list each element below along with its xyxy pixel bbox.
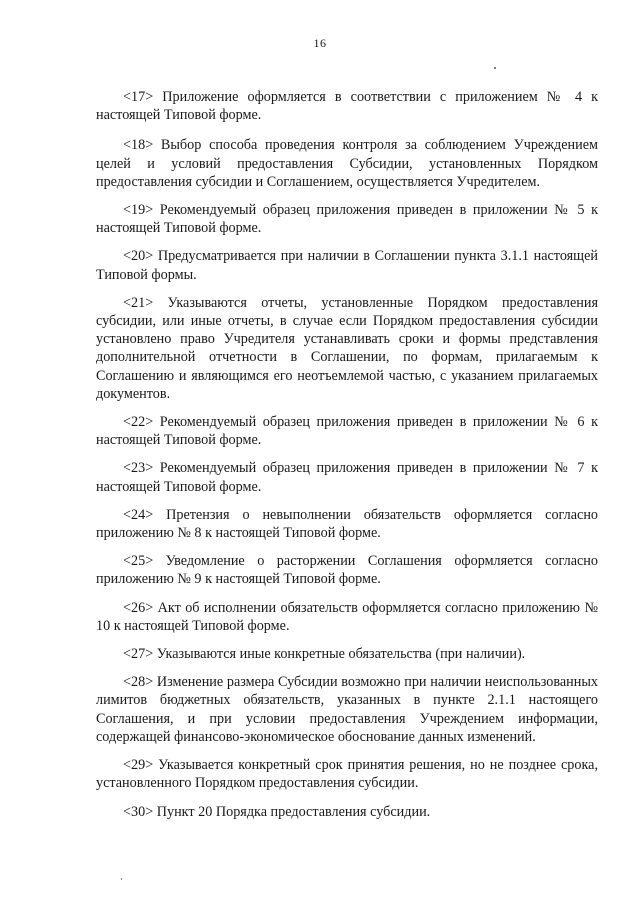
footnote-22: <22> Рекомендуемый образец приложения приведен в приложении № 6 к настоящей Типовой форме.: [96, 414, 598, 449]
footnote-20: <20> Предусматривается при наличии в Соглашении пункта 3.1.1 настоящей Типовой формы.: [96, 248, 598, 283]
footnote-25: <25> Уведомление о расторжении Соглашения оформляется согласно приложению № 9 к настоящей Типовой форме.: [96, 553, 598, 588]
footnote-30: <30> Пункт 20 Порядка предоставления субсидии.: [123, 803, 431, 820]
footnote-27: <27> Указываются иные конкретные обязательства (при наличии).: [123, 646, 526, 663]
footnote-19: <19> Рекомендуемый образец приложения приведен в приложении № 5 к настоящей Типовой форме.: [96, 202, 598, 237]
footnote-26: <26> Акт об исполнении обязательств оформляется согласно приложению № 10 к настоящей Типовой форме.: [96, 599, 598, 634]
footnote-17: <17> Приложение оформляется в соответствии с приложением № 4 к настоящей Типовой форме.: [96, 89, 598, 124]
footnote-24: <24> Претензия о невыполнении обязательств оформляется согласно приложению № 8 к настоящей Типовой форме.: [96, 506, 598, 542]
footnote-21: <21> Указываются отчеты, установленные Порядком предоставления субсидии, или иные отчеты, в случае если Порядком предоставления субсидии установлено право Учредителя устанавливать сроки и формы представления дополнительной отчетности в Соглашении, по формам, прилагаемым к Соглашению и являющимся его неотъемлемой частью, с указанием прилагаемых документов.: [96, 294, 598, 402]
footnote-18: <18> Выбор способа проведения контроля за соблюдением Учреждением целей и условий предоставления Субсидии, установленных Порядком предоставления субсидии и Соглашением, осуществляется Учредителем.: [96, 137, 598, 190]
footnote-23: <23> Рекомендуемый образец приложения приведен в приложении № 7 к настоящей Типовой форме.: [96, 460, 598, 495]
footnotes-list: [96, 88, 598, 831]
footnote-28: <28> Изменение размера Субсидии возможно при наличии неиспользованных лимитов бюджетных обязательств, указанных в пункте 2.1.1 настоящего Соглашения, и при условии предоставления Учреждением информации, содержащей финансово-экономическое обоснование данных изменений.: [96, 674, 598, 745]
scan-speck: [121, 878, 122, 880]
page-number: 16: [313, 36, 327, 50]
footnote-29: <29> Указывается конкретный срок принятия решения, но не позднее срока, установленного Порядком предоставления субсидии.: [96, 757, 598, 792]
scan-speck: [494, 67, 496, 69]
